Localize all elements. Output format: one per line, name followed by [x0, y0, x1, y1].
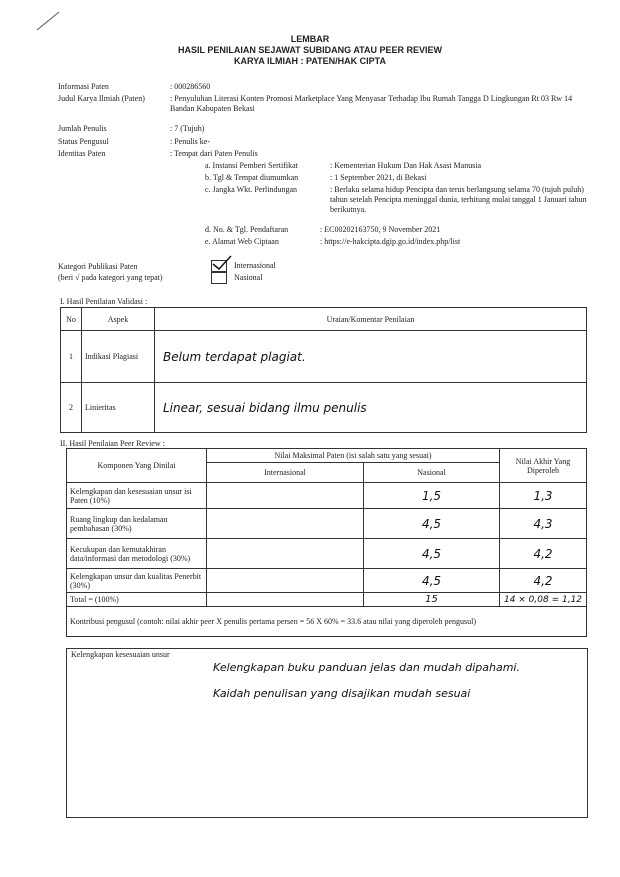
row-akhir-handwritten: 4,3 [500, 509, 587, 539]
section-peer-title: II. Hasil Penilaian Peer Review : [60, 439, 165, 448]
label-alamat-web: e. Alamat Web Ciptaan [205, 237, 279, 246]
table-row [67, 539, 587, 569]
header-lembar: LEMBAR [290, 34, 330, 44]
notes-line-1-handwritten: Kelengkapan buku panduan jelas dan mudah dipahami. [213, 661, 520, 674]
label-status-pengusul: Status Pengusul [58, 137, 109, 146]
label-instansi: a. Instansi Pemberi Sertifikat [205, 161, 298, 170]
value-judul: : Penyuluhan Literasi Konten Promosi Marketplace Yang Menyasar Terhadap Ibu Rumah Tangga D Lingkungan Rt 03 Rw 14 Bandan Kabupaten Bekasi [170, 94, 573, 113]
header-title: HASIL PENILAIAN SEJAWAT SUBIDANG ATAU PEER REVIEW [177, 45, 443, 55]
label-jangka-waktu: c. Jangka Wkt. Perlindungan [205, 185, 298, 194]
col-nilai-akhir: Nilai Akhir Yang Diperoleh [500, 449, 587, 483]
row-komponen: Kecukupan dan kemutakhiran data/informasi dan metodologi (30%) [67, 539, 207, 569]
total-label: Total = (100%) [67, 593, 207, 607]
row-no: 2 [61, 383, 82, 433]
option-internasional: Internasional [234, 261, 276, 270]
checkmark-icon [210, 255, 232, 271]
checkbox-internasional[interactable] [211, 260, 227, 272]
row-komponen: Ruang lingkup dan kedalaman pembahasan (30%) [67, 509, 207, 539]
col-aspek: Aspek [82, 308, 155, 331]
notes-label: Kelengkapan kesesuaian unsur [71, 650, 170, 659]
row-no: 1 [61, 331, 82, 383]
section-validasi-title: I. Hasil Penilaian Validasi : [60, 297, 148, 306]
option-nasional: Nasional [234, 273, 263, 282]
label-informasi-paten: Informasi Paten [58, 82, 109, 91]
notes-line-2-handwritten: Kaidah penulisan yang disajikan mudah sesuai [213, 687, 471, 700]
col-komentar: Uraian/Komentar Penilaian [155, 308, 587, 331]
value-informasi-paten: : 000286560 [170, 82, 211, 91]
table-row [67, 509, 587, 539]
col-komponen: Komponen Yang Dinilai [67, 449, 207, 483]
row-nasional-handwritten: 4,5 [364, 569, 500, 593]
value-no-pendaftaran: : EC00202163750, 9 November 2021 [320, 225, 441, 234]
notes-box [66, 648, 588, 818]
row-akhir-handwritten: 4,2 [500, 539, 587, 569]
contribution-note: Kontribusi pengusul (contoh: nilai akhir peer X penulis pertama persen = 56 X 60% = 33.6 atau nilai yang diperoleh pengusul) [67, 607, 587, 637]
value-jumlah-penulis: : 7 (Tujuh) [170, 124, 205, 133]
table-row [61, 383, 587, 433]
value-instansi: : Kementerian Hukum Dan Hak Asasi Manusia [330, 161, 482, 170]
table-row [67, 569, 587, 593]
label-kategori-hint: (beri √ pada kategori yang tepat) [58, 273, 163, 282]
value-tanggal-tempat: : 1 September 2021, di Bekasi [330, 173, 427, 182]
row-akhir-handwritten: 4,2 [500, 569, 587, 593]
header-subtitle: KARYA ILMIAH : PATEN/HAK CIPTA [234, 56, 386, 66]
label-kategori: Kategori Publikasi Paten [58, 262, 138, 271]
scan-mark [35, 10, 65, 32]
row-komponen: Kelengkapan unsur dan kualitas Penerbit (30%) [67, 569, 207, 593]
row-akhir-handwritten: 1,3 [500, 483, 587, 509]
row-nasional-handwritten: 1,5 [364, 483, 500, 509]
table-row [67, 483, 587, 509]
table-row-total [67, 593, 587, 607]
col-internasional: Internasional [207, 463, 364, 483]
total-nasional-handwritten: 15 [364, 593, 500, 607]
value-status-pengusul: : Penulis ke- [170, 137, 210, 146]
row-nasional-handwritten: 4,5 [364, 539, 500, 569]
col-nasional: Nasional [364, 463, 500, 483]
table-row [61, 331, 587, 383]
label-jumlah-penulis: Jumlah Penulis [58, 124, 107, 133]
col-no: No [61, 308, 82, 331]
value-identitas-paten: : Tempat dari Paten Penulis [170, 149, 258, 158]
label-identitas-paten: Identitas Paten [58, 149, 106, 158]
total-akhir-handwritten: 14 × 0,08 = 1,12 [500, 593, 587, 607]
value-alamat-web: : https://e-hakcipta.dgip.go.id/index.php/list [320, 237, 461, 246]
row-aspek: Linieritas [82, 383, 155, 433]
label-tanggal-tempat: b. Tgl & Tempat diumumkan [205, 173, 299, 182]
row-komentar-handwritten: Linear, sesuai bidang ilmu penulis [155, 383, 587, 433]
row-aspek: Indikasi Plagiasi [82, 331, 155, 383]
label-no-pendaftaran: d. No. & Tgl. Pendaftaran [205, 225, 289, 234]
row-nasional-handwritten: 4,5 [364, 509, 500, 539]
validation-table [60, 307, 587, 433]
label-judul: Judul Karya Ilmiah (Paten) [58, 94, 145, 103]
peer-review-table [66, 448, 587, 637]
row-komponen: Kelengkapan dan kesesuaian unsur isi Paten (10%) [67, 483, 207, 509]
col-nilai-maksimal: Nilai Maksimal Paten (isi salah satu yang sesuai) [207, 449, 500, 463]
row-komentar-handwritten: Belum terdapat plagiat. [155, 331, 587, 383]
checkbox-nasional[interactable] [211, 272, 227, 284]
value-jangka-waktu: : Berlaku selama hidup Pencipta dan terus berlangsung selama 70 (tujuh puluh) tahun setelah Pencipta meninggal dunia, terhitung mulai tanggal 1 Januari tahun berikutnya. [330, 185, 587, 214]
